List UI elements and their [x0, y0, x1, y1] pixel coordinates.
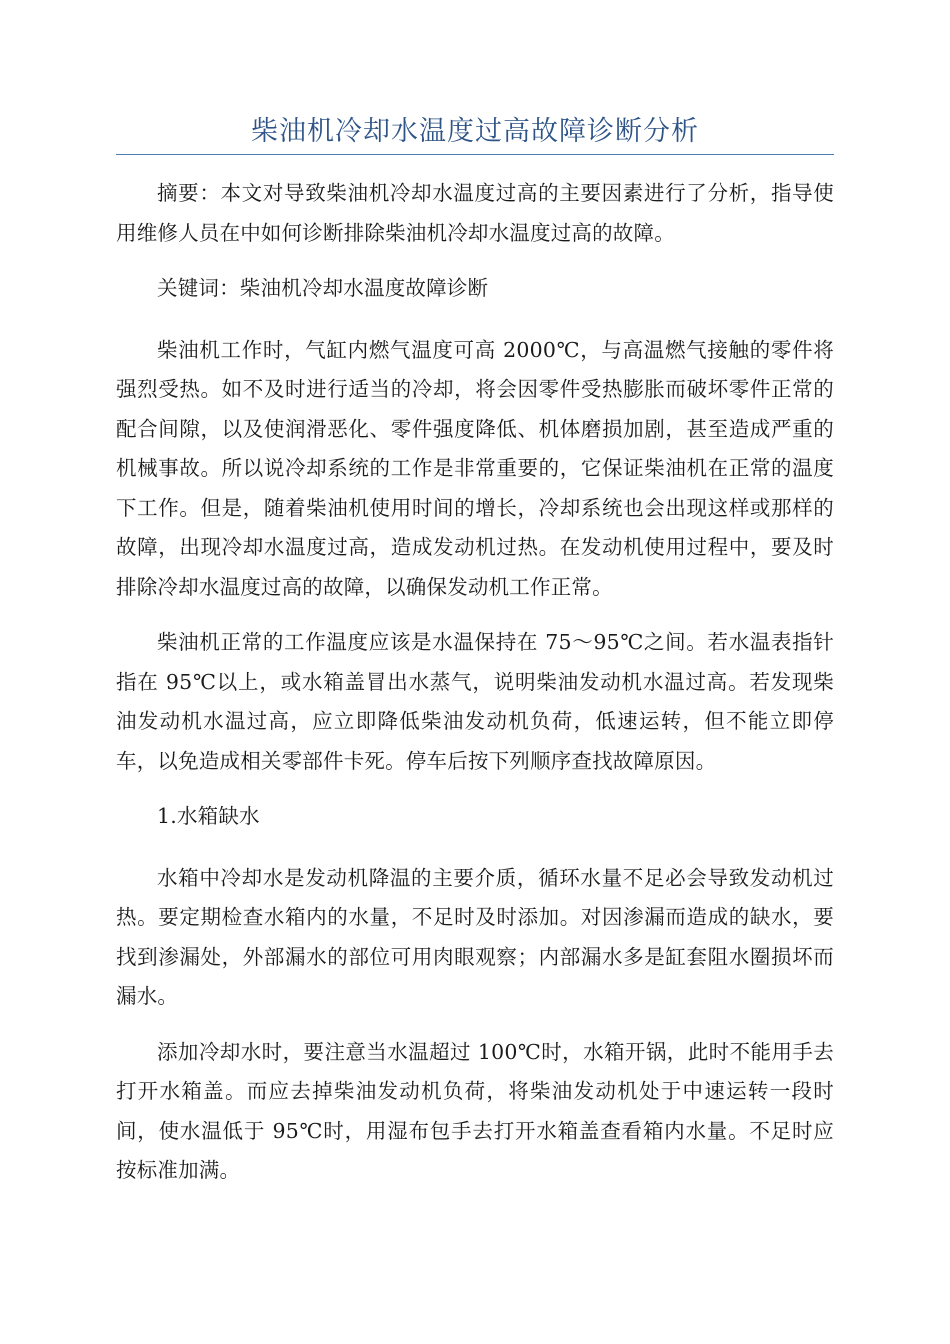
document-body — [116, 174, 834, 1207]
abstract-paragraph: 摘要：本文对导致柴油机冷却水温度过高的主要因素进行了分析，指导使用维修人员在中如何诊断排除柴油机冷却水温度过高的故障。 — [116, 181, 834, 245]
title-underline — [116, 154, 834, 155]
keywords-paragraph: 关键词：柴油机冷却水温度故障诊断 — [157, 276, 489, 300]
document-title: 柴油机冷却水温度过高故障诊断分析 — [251, 116, 699, 147]
intro-paragraph: 柴油机工作时，气缸内燃气温度可高 2000℃，与高温燃气接触的零件将强烈受热。如不及时进行适当的冷却，将会因零件受热膨胀而破坏零件正常的配合间隙，以及使润滑恶化、零件强度降低、机体磨损加剧，甚至造成严重的机械事故。所以说冷却系统的工作是非常重要的，它保证柴油机在正常的温度下工作。但是，随着柴油机使用时间的增长，冷却系统也会出现这样或那样的故障，出现冷却水温度过高，造成发动机过热。在发动机使用过程中，要及时排除冷却水温度过高的故障，以确保发动机工作正常。 — [116, 337, 834, 599]
water-shortage-paragraph: 水箱中冷却水是发动机降温的主要介质，循环水量不足必会导致发动机过热。要定期检查水箱内的水量，不足时及时添加。对因渗漏而造成的缺水，要找到渗漏处，外部漏水的部位可用肉眼观察；内部漏水多是缸套阻水圈损坏而漏水。 — [116, 865, 834, 1008]
section-heading-water-shortage: 1.水箱缺水 — [157, 804, 260, 828]
adding-coolant-paragraph: 添加冷却水时，要注意当水温超过 100℃时，水箱开锅，此时不能用手去打开水箱盖。而应去掉柴油发动机负荷，将柴油发动机处于中速运转一段时间，使水温低于 95℃时，用湿布包手去打开水箱盖查看箱内水量。不足时应按标准加满。 — [116, 1039, 834, 1182]
temperature-paragraph: 柴油机正常的工作温度应该是水温保持在 75～95℃之间。若水温表指针指在 95℃以上，或水箱盖冒出水蒸气，说明柴油发动机水温过高。若发现柴油发动机水温过高，应立即降低柴油发动机负荷，低速运转，但不能立即停车，以免造成相关零部件卡死。停车后按下列顺序查找故障原因。 — [116, 630, 834, 773]
